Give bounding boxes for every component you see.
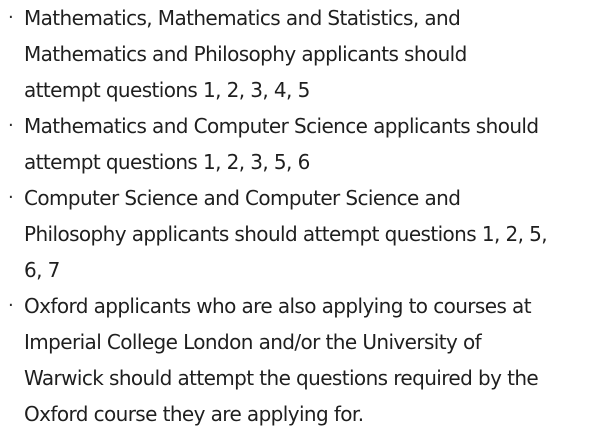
list-item-line: 6, 7: [24, 258, 60, 282]
list-item-line: Oxford applicants who are also applying to courses at: [24, 294, 531, 318]
list-item-line: Computer Science and Computer Science and: [24, 186, 461, 210]
list-item: [4, 108, 610, 180]
list-item-line: Mathematics and Computer Science applicants should: [24, 114, 539, 138]
list-item: [4, 180, 610, 288]
question-instructions-list: [4, 0, 610, 432]
list-item-line: Imperial College London and/or the University of: [24, 330, 482, 354]
list-item-line: attempt questions 1, 2, 3, 5, 6: [24, 150, 310, 174]
list-item-line: Mathematics and Philosophy applicants should: [24, 42, 467, 66]
list-item-line: Oxford course they are applying for.: [24, 402, 364, 426]
list-item: [4, 288, 610, 432]
bullet-icon: ·: [8, 115, 14, 136]
list-item-line: attempt questions 1, 2, 3, 4, 5: [24, 78, 310, 102]
bullet-icon: ·: [8, 7, 14, 28]
list-item: [4, 0, 610, 108]
list-item-line: Warwick should attempt the questions required by the: [24, 366, 539, 390]
bullet-icon: ·: [8, 295, 14, 316]
list-item-line: Philosophy applicants should attempt questions 1, 2, 5,: [24, 222, 547, 246]
list-item-line: Mathematics, Mathematics and Statistics, and: [24, 6, 461, 30]
bullet-icon: ·: [8, 187, 14, 208]
